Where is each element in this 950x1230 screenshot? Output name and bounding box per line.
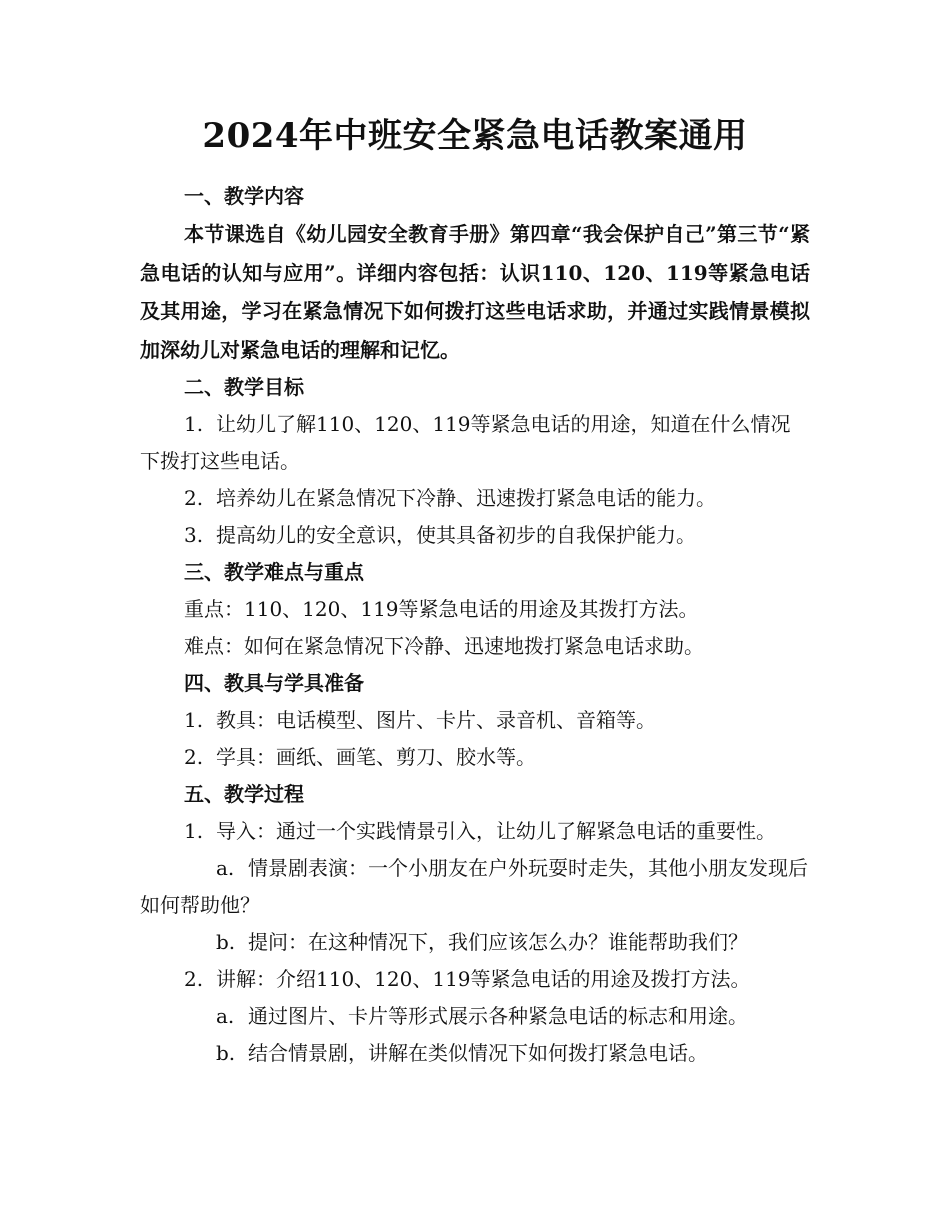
- item-text: 学具：画纸、画笔、剪刀、胶水等。: [216, 745, 536, 769]
- process-substep: [140, 924, 810, 961]
- substep-label: b.: [216, 930, 236, 954]
- key-point-line: 重点：110、120、119等紧急电话的用途及其拨打方法。: [184, 597, 699, 621]
- substep-text: 情景剧表演：一个小朋友在户外玩耍时走失，其他小朋友发现后如何帮助他？: [140, 856, 808, 917]
- section-heading-materials: 四、教具与学具准备: [184, 671, 364, 695]
- item-text: 提高幼儿的安全意识，使其具备初步的自我保护能力。: [216, 523, 696, 547]
- step-number: 2.: [184, 967, 204, 991]
- item-number: 1.: [184, 412, 204, 436]
- process-substep: [140, 1035, 810, 1072]
- teaching-goal-item: [140, 517, 810, 554]
- substep-text: 提问：在这种情况下，我们应该怎么办？谁能帮助我们？: [248, 930, 748, 954]
- substep-text: 结合情景剧，讲解在类似情况下如何拨打紧急电话。: [248, 1041, 708, 1065]
- teaching-goal-item: [140, 406, 810, 480]
- step-number: 1.: [184, 819, 204, 843]
- step-text: 导入：通过一个实践情景引入，让幼儿了解紧急电话的重要性。: [216, 819, 776, 843]
- substep-label: a.: [216, 856, 235, 880]
- teaching-goal-item: [140, 480, 810, 517]
- item-number: 2.: [184, 486, 204, 510]
- document-title: 2024年中班安全紧急电话教案通用: [202, 116, 748, 156]
- step-text: 讲解：介绍110、120、119等紧急电话的用途及拨打方法。: [216, 967, 751, 991]
- materials-item: [140, 702, 810, 739]
- process-step: [140, 961, 810, 998]
- item-text: 培养幼儿在紧急情况下冷静、迅速拨打紧急电话的能力。: [216, 486, 716, 510]
- item-text: 教具：电话模型、图片、卡片、录音机、音箱等。: [216, 708, 656, 732]
- difficult-point-line: 难点：如何在紧急情况下冷静、迅速地拨打紧急电话求助。: [184, 634, 704, 658]
- process-substep: [140, 850, 810, 924]
- section-heading-teaching-content: 一、教学内容: [184, 184, 304, 208]
- process-substep: [140, 998, 810, 1035]
- substep-text: 通过图片、卡片等形式展示各种紧急电话的标志和用途。: [248, 1004, 748, 1028]
- section-heading-teaching-process: 五、教学过程: [184, 782, 304, 806]
- process-step: [140, 813, 810, 850]
- item-number: 2.: [184, 745, 204, 769]
- section-heading-teaching-goals: 二、教学目标: [184, 375, 304, 399]
- item-number: 3.: [184, 523, 204, 547]
- materials-item: [140, 739, 810, 776]
- section-heading-key-points: 三、教学难点与重点: [184, 560, 364, 584]
- substep-label: b.: [216, 1041, 236, 1065]
- teaching-content-paragraph: 本节课选自《幼儿园安全教育手册》第四章“我会保护自己”第三节“紧急电话的认知与应用”。详细内容包括：认识110、120、119等紧急电话及其用途，学习在紧急情况下如何拨打这些电话求助，并通过实践情景模拟加深幼儿对紧急电话的理解和记忆。: [140, 222, 810, 362]
- item-number: 1.: [184, 708, 204, 732]
- item-text: 让幼儿了解110、120、119等紧急电话的用途，知道在什么情况下拨打这些电话。: [140, 412, 791, 473]
- substep-label: a.: [216, 1004, 235, 1028]
